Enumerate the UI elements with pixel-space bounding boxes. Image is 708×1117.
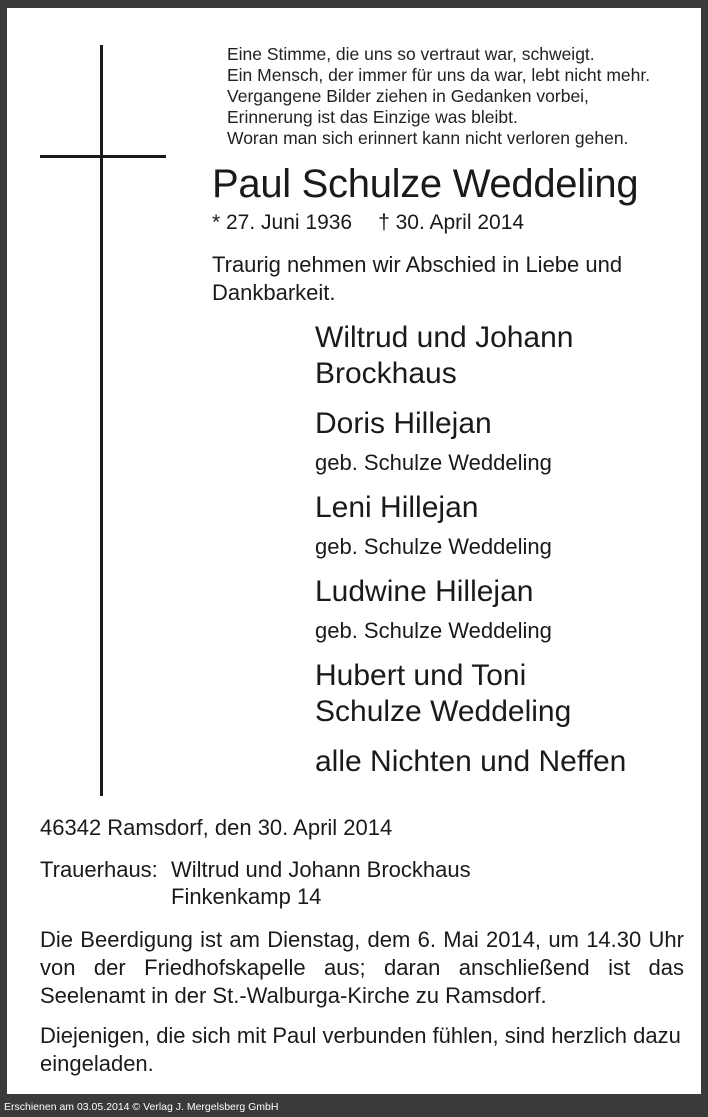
funeral-details: Die Beerdigung ist am Dienstag, dem 6. Mai 2014, um 14.30 Uhr von der Friedhofskapelle aus; daran anschließend ist das Seelenamt in der St.-Walburga-Kirche zu Ramsdorf. — [40, 927, 684, 1008]
trauerhaus-label: Trauerhaus: — [40, 857, 158, 882]
death-date: † 30. April 2014 — [378, 211, 525, 234]
trauerhaus-address: Finkenkamp 14 — [171, 884, 322, 909]
poem-line: Ein Mensch, der immer für uns da war, lebt nicht mehr. — [227, 65, 651, 85]
mourner-name: Doris Hillejan — [315, 407, 492, 440]
deceased-name: Paul Schulze Weddeling — [212, 162, 639, 206]
trauerhaus-block — [40, 856, 471, 910]
invitation-text: Diejenigen, die sich mit Paul verbunden fühlen, sind herzlich dazu eingeladen. — [40, 1023, 681, 1076]
mourner-maiden-name: geb. Schulze Weddeling — [315, 618, 552, 643]
mourner-name: Leni Hillejan — [315, 491, 479, 524]
trauerhaus-name: Wiltrud und Johann Brockhaus — [171, 857, 471, 882]
intro-text: Traurig nehmen wir Abschied in Liebe und Dankbarkeit. — [212, 252, 623, 305]
mourner-group — [315, 658, 695, 730]
birth-date: * 27. Juni 1936 — [212, 211, 353, 234]
mourner-group — [315, 574, 695, 644]
poem-line: Erinnerung ist das Einzige was bleibt. — [227, 107, 518, 127]
life-dates — [212, 210, 524, 236]
mourner-name: Schulze Weddeling — [315, 695, 572, 728]
mourner-name: Hubert und Toni — [315, 659, 527, 692]
mourner-name: Brockhaus — [315, 357, 457, 390]
mourner-name: Ludwine Hillejan — [315, 575, 534, 608]
poem-line: Eine Stimme, die uns so vertraut war, schweigt. — [227, 44, 595, 64]
obituary-card — [7, 8, 701, 1094]
mourner-maiden-name: geb. Schulze Weddeling — [315, 534, 552, 559]
mourners-list — [315, 320, 695, 794]
mourner-group — [315, 744, 695, 780]
cross-icon-beam — [40, 155, 166, 158]
mourner-group — [315, 320, 695, 392]
place-date: 46342 Ramsdorf, den 30. April 2014 — [40, 815, 393, 840]
publication-footer: Erschienen am 03.05.2014 © Verlag J. Mergelsberg GmbH — [4, 1101, 279, 1113]
poem-line: Woran man sich erinnert kann nicht verloren gehen. — [227, 128, 629, 148]
mourner-group — [315, 490, 695, 560]
poem-line: Vergangene Bilder ziehen in Gedanken vorbei, — [227, 86, 589, 106]
mourner-name: Wiltrud und Johann — [315, 321, 574, 354]
mourner-group — [315, 406, 695, 476]
mourner-maiden-name: geb. Schulze Weddeling — [315, 450, 552, 475]
poem — [227, 44, 650, 149]
mourner-name: alle Nichten und Neffen — [315, 745, 627, 778]
